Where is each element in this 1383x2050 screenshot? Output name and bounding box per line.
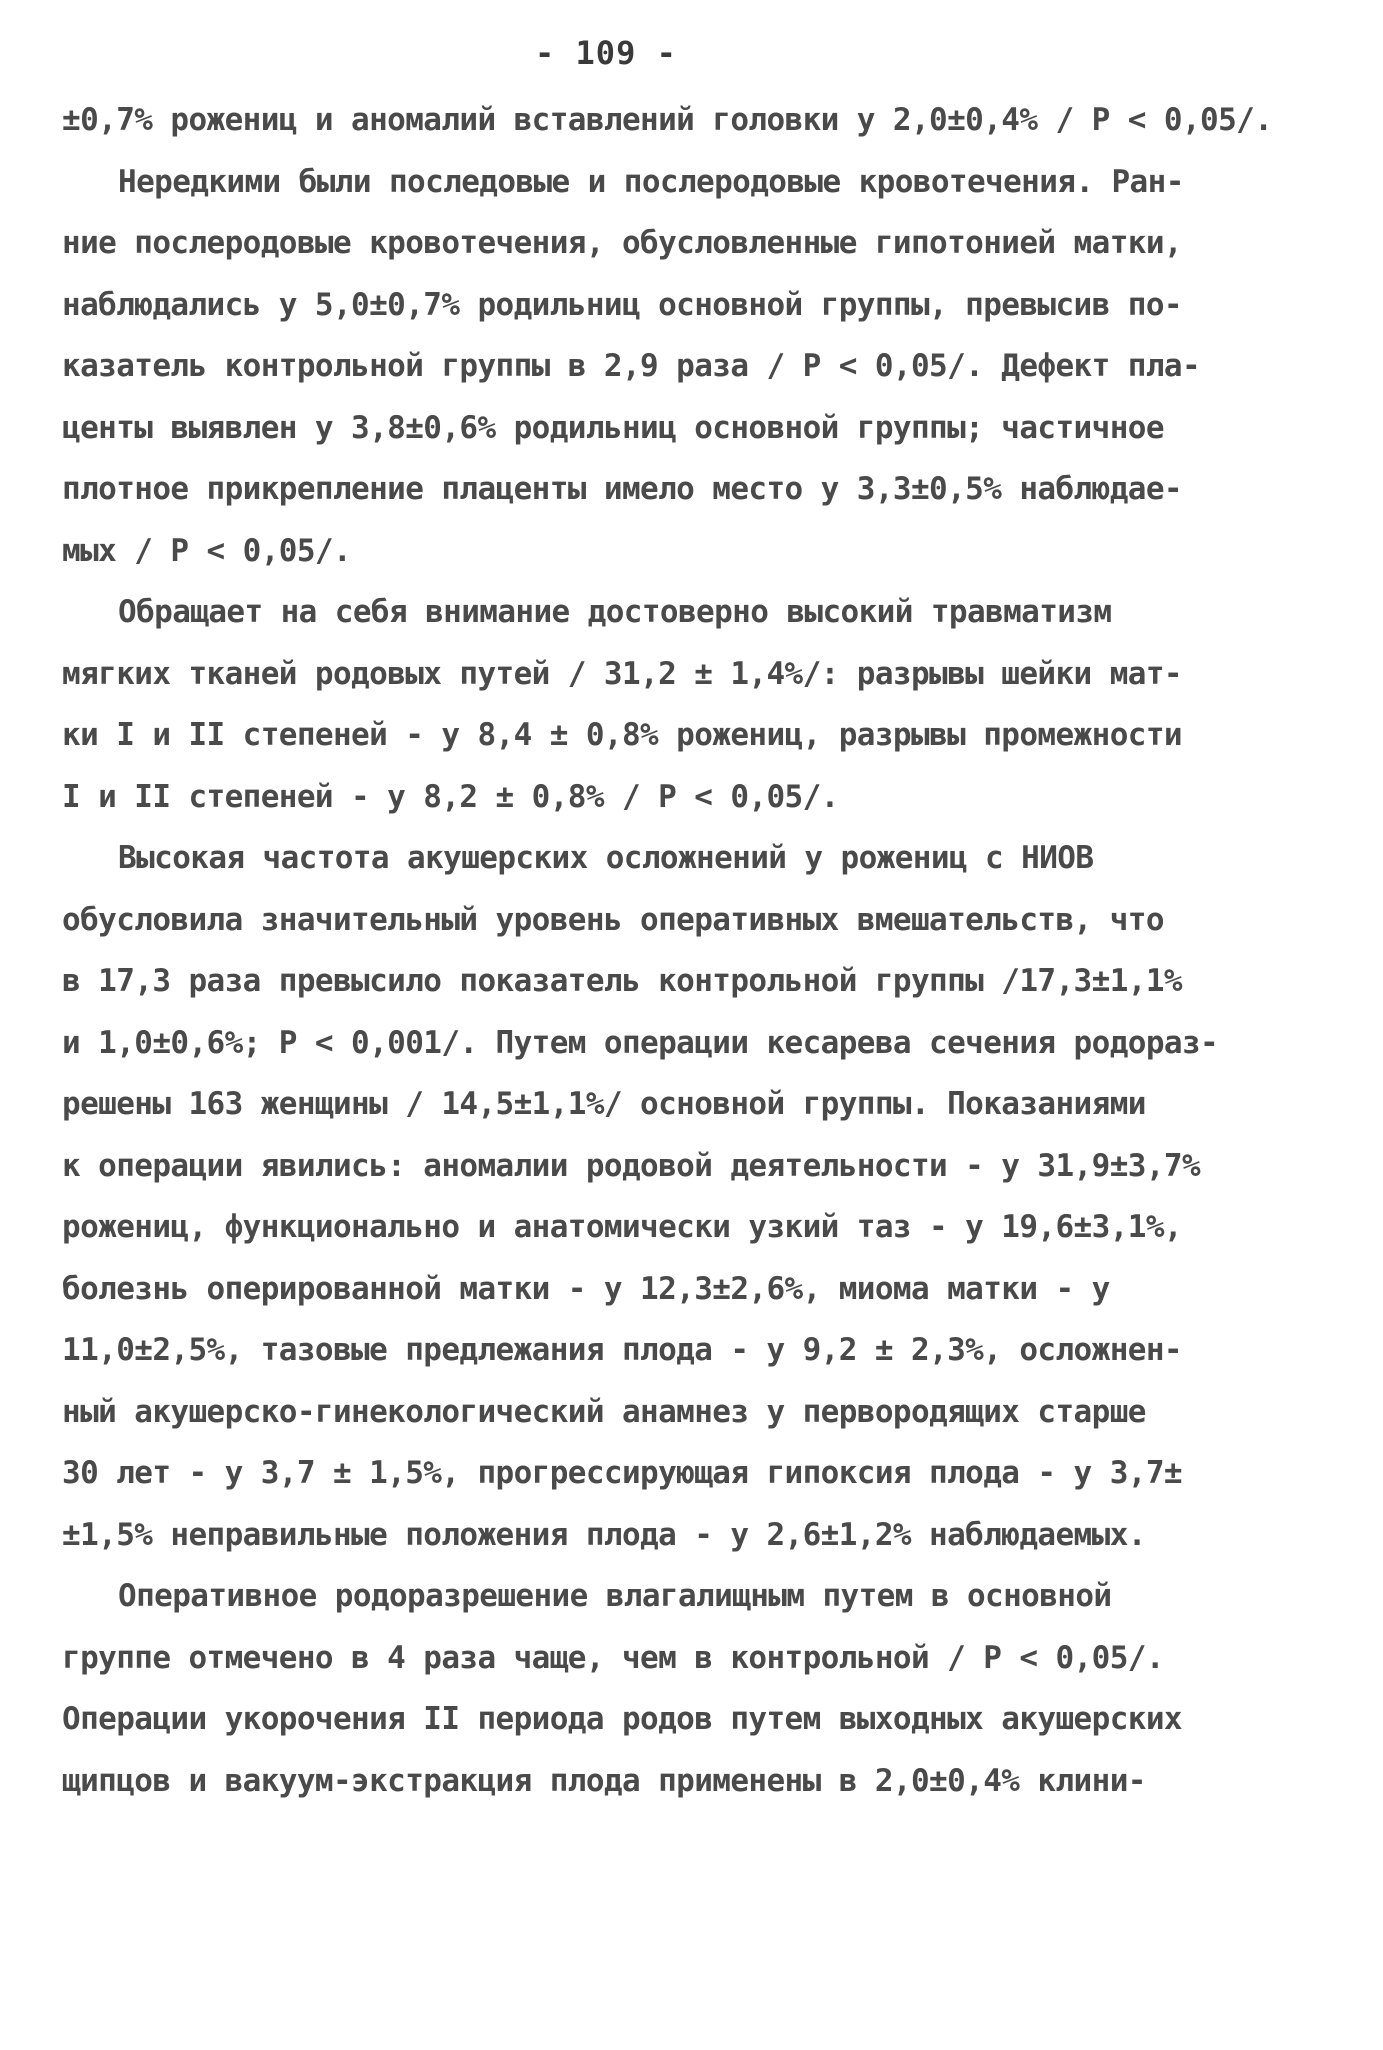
text-line: решены 163 женщины / 14,5±1,1%/ основной группы. Показаниями (62, 1086, 1146, 1122)
text-line: центы выявлен у 3,8±0,6% родильниц основной группы; частичное (62, 409, 1164, 446)
text-line: рожениц, функционально и анатомически узкий таз - у 19,6±3,1%, (62, 1209, 1182, 1245)
text-line: Нередкими были последовые и послеродовые кровотечения. Ран- (118, 163, 1184, 200)
text-line: мых / P < 0,05/. (62, 532, 352, 569)
text-line: Обращает на себя внимание достоверно высокий травматизм (118, 594, 1112, 630)
text-line: ±0,7% рожениц и аномалий вставлений головки у 2,0±0,4% / P < 0,05/. (62, 102, 1273, 138)
text-line: и 1,0±0,6%; P < 0,001/. Путем операции кесарева сечения родораз- (62, 1024, 1219, 1061)
text-line: 11,0±2,5%, тазовые предлежания плода - у 9,2 ± 2,3%, осложнен- (62, 1332, 1182, 1368)
text-line: I и II степеней - у 8,2 ± 0,8% / P < 0,05/. (62, 778, 839, 815)
text-line: мягких тканей родовых путей / 31,2 ± 1,4%/: разрывы шейки мат- (62, 655, 1182, 692)
text-line: в 17,3 раза превысило показатель контрольной группы /17,3±1,1% (62, 963, 1182, 999)
text-line: к операции явились: аномалии родовой деятельности - у 31,9±3,7% (62, 1147, 1201, 1184)
text-line: плотное прикрепление плаценты имело место у 3,3±0,5% наблюдае- (62, 471, 1182, 507)
text-line: ±1,5% неправильные положения плода - у 2,6±1,2% наблюдаемых. (62, 1516, 1146, 1553)
body-text (62, 90, 1342, 1812)
text-line: группе отмечено в 4 раза чаще, чем в контрольной / P < 0,05/. (62, 1639, 1164, 1676)
text-line: Высокая частота акушерских осложнений у рожениц с НИОВ (118, 840, 1094, 876)
text-line: обусловила значительный уровень оперативных вмешательств, что (62, 901, 1164, 938)
text-line: болезнь оперированной матки - у 12,3±2,6%, миома матки - у (62, 1270, 1110, 1307)
text-line: щипцов и вакуум-экстракция плода применены в 2,0±0,4% клини- (62, 1762, 1146, 1799)
text-line: Оперативное родоразрешение влагалищным путем в основной (118, 1578, 1112, 1614)
text-line: казатель контрольной группы в 2,9 раза / P < 0,05/. Дефект пла- (62, 348, 1201, 384)
text-line: 30 лет - у 3,7 ± 1,5%, прогрессирующая гипоксия плода - у 3,7± (62, 1455, 1182, 1491)
text-line: наблюдались у 5,0±0,7% родильниц основной группы, превысив по- (62, 286, 1182, 323)
page-number: - 109 - (535, 34, 677, 72)
text-line: ки I и II степеней - у 8,4 ± 0,8% рожениц, разрывы промежности (62, 717, 1182, 753)
text-line: Операции укорочения II периода родов путем выходных акушерских (62, 1701, 1182, 1737)
text-line: ние послеродовые кровотечения, обусловленные гипотонией матки, (62, 225, 1182, 261)
text-line: ный акушерско-гинекологический анамнез у первородящих старше (62, 1393, 1146, 1430)
